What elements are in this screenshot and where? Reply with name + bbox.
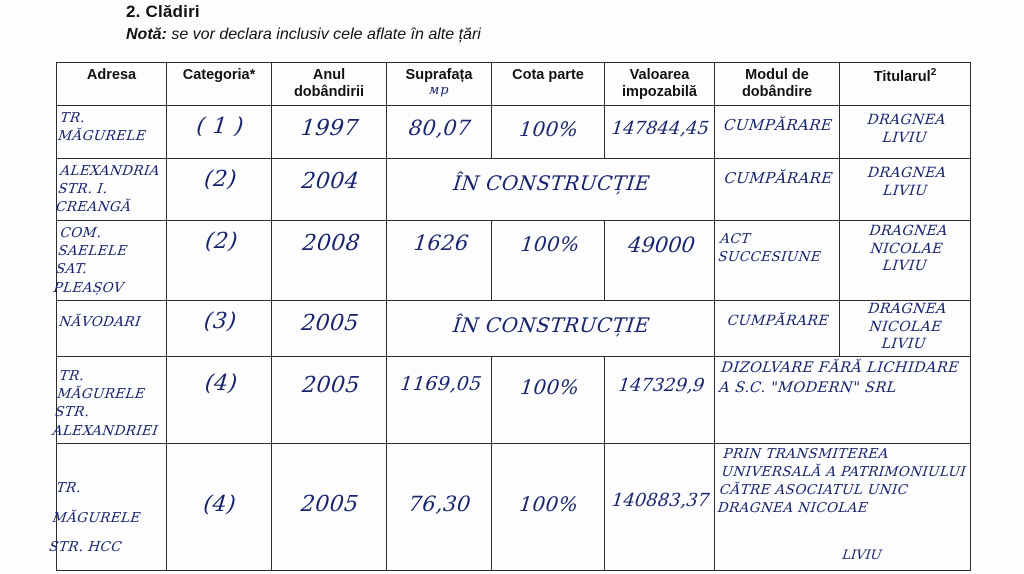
table-row	[57, 300, 971, 357]
cell-address	[52, 221, 167, 301]
owner-line-3: LIVIU	[881, 258, 928, 274]
category-value: (2)	[203, 229, 239, 254]
address-line-2: STR. I. CREANGĂ	[55, 181, 133, 216]
header-line2: dobândire	[741, 83, 813, 100]
cell-taxable-value	[605, 106, 715, 159]
owner-line-2: LIVIU	[882, 182, 929, 199]
address-line-2: SAT. PLEAȘOV	[52, 261, 126, 296]
acquisition-mode-value: ACT SUCCESIUNE	[717, 231, 823, 265]
cell-category	[167, 444, 272, 571]
column-header-cota-parte	[492, 63, 605, 106]
address-line-1: COM. SAELELE	[57, 225, 129, 260]
cell-acquisition-mode	[715, 159, 840, 221]
cell-taxable-value	[605, 221, 715, 301]
surface-value: 76,30	[407, 492, 473, 517]
quota-value: 100%	[519, 375, 581, 400]
buildings-table	[48, 62, 971, 571]
cell-quota	[492, 357, 605, 444]
cell-year	[272, 106, 387, 159]
column-header-adresa	[57, 63, 167, 106]
cell-acquisition-mode	[715, 357, 971, 444]
header-line1: Anul	[312, 67, 346, 83]
surface-value: 1169,05	[399, 373, 484, 396]
cell-address	[57, 300, 167, 357]
cell-taxable-value	[605, 357, 715, 444]
column-header-categoria	[167, 63, 272, 106]
owner-line-2: LIVIU	[881, 129, 928, 146]
column-header-modul-de-dobandire	[715, 63, 840, 106]
category-value: (2)	[203, 167, 239, 193]
taxable-value: 49000	[626, 233, 697, 257]
owner-line-1: DRAGNEA	[866, 112, 947, 129]
cell-year	[272, 221, 387, 301]
header-footnote-marker: 2	[930, 67, 937, 78]
cell-owner	[840, 221, 971, 301]
header-line1: Titularul	[873, 68, 931, 85]
header-handwritten-unit: мp	[428, 82, 450, 98]
cell-surface	[387, 444, 492, 571]
acquisition-mode-value: CUMPĂRARE	[723, 116, 834, 135]
header-line1: Suprafața	[405, 67, 473, 83]
under-construction-text: ÎN CONSTRUCȚIE	[452, 171, 652, 196]
cell-owner	[840, 300, 971, 357]
column-header-anul-dobandirii	[272, 63, 387, 106]
year-value: 2005	[299, 310, 361, 336]
cell-surface	[387, 221, 492, 301]
cell-category	[167, 357, 272, 444]
cell-category	[167, 106, 272, 159]
year-value: 2004	[300, 169, 361, 195]
header-line2: impozabilă	[622, 83, 697, 100]
cell-owner	[840, 106, 971, 159]
section-title: 2. Clădiri	[126, 2, 200, 21]
table-row	[57, 221, 971, 301]
note-label: Notă:	[126, 26, 167, 43]
owner-line-3: LIVIU	[880, 335, 927, 352]
under-construction-text: ÎN CONSTRUCȚIE	[451, 312, 651, 337]
table-row	[57, 159, 971, 221]
year-value: 2008	[301, 231, 362, 256]
address-line-1: TR. MĂGURELE	[57, 110, 148, 145]
quota-value: 100%	[519, 232, 581, 256]
column-header-valoarea-impozabila	[605, 63, 715, 106]
surface-value: 80,07	[407, 116, 473, 141]
cell-year	[272, 357, 387, 444]
acquisition-mode-value: PRIN TRANSMITEREA UNIVERSALĂ A PATRIMONIULUI CĂTRE ASOCIATUL UNIC DRAGNEA NICOLAE	[717, 446, 967, 517]
cell-category	[167, 221, 272, 301]
taxable-value: 147844,45	[610, 118, 711, 140]
cell-acquisition-mode	[715, 106, 840, 159]
taxable-value: 147329,9	[617, 375, 706, 397]
owner-line-2: NICOLAE	[868, 318, 943, 335]
cell-surface	[387, 357, 492, 444]
cell-category	[167, 159, 272, 221]
address-line-2: STR. ALEXANDRIEI	[51, 404, 160, 440]
acquisition-mode-value: CUMPĂRARE	[723, 169, 834, 188]
surface-value: 1626	[412, 231, 471, 255]
header-line1: Categoria*	[182, 67, 256, 83]
cell-year	[272, 300, 387, 357]
year-value: 2005	[299, 492, 360, 518]
quota-value: 100%	[518, 492, 580, 517]
column-header-titularul	[840, 63, 971, 106]
address-line-1: ALEXANDRIA	[59, 163, 161, 180]
cell-acquisition-mode	[715, 300, 840, 357]
year-value: 2005	[300, 373, 362, 399]
header-line1: Modul de	[745, 67, 809, 83]
category-value: (4)	[202, 492, 238, 518]
cell-taxable-value	[605, 444, 715, 571]
header-line2: dobândirii	[293, 83, 365, 100]
overflow-text: LIVIU	[841, 548, 883, 563]
cell-address	[48, 444, 167, 571]
acquisition-mode-value: CUMPĂRARE	[726, 312, 830, 329]
header-line1: Valoarea	[629, 67, 690, 83]
header-line1: Cota parte	[512, 67, 584, 83]
cell-under-construction	[387, 159, 715, 221]
cell-address	[57, 106, 167, 159]
owner-line-1: DRAGNEA	[868, 223, 949, 239]
cell-address	[57, 159, 167, 221]
cell-quota	[492, 444, 605, 571]
table-row	[57, 106, 971, 159]
owner-line-2: NICOLAE	[869, 240, 944, 257]
cell-year	[272, 159, 387, 221]
cell-surface	[387, 106, 492, 159]
header-line1: Adresa	[86, 67, 137, 83]
category-value: ( 1 )	[195, 114, 245, 140]
cell-quota	[492, 221, 605, 301]
owner-line-1: DRAGNEA	[867, 300, 948, 317]
quota-value: 100%	[518, 117, 580, 142]
year-value: 1997	[299, 116, 360, 142]
cell-category	[167, 300, 272, 357]
owner-line-1: DRAGNEA	[867, 165, 948, 182]
category-value: (3)	[202, 308, 238, 334]
section-note	[126, 26, 481, 44]
taxable-value: 140883,37	[610, 490, 711, 512]
cell-quota	[492, 106, 605, 159]
cell-acquisition-mode	[715, 221, 840, 301]
table-row	[57, 357, 971, 444]
address-line-1: NĂVODARI	[58, 313, 142, 330]
address-line-2: STR. HCC	[48, 539, 123, 556]
cell-owner	[840, 159, 971, 221]
address-line-1: TR. MĂGURELE	[56, 368, 147, 403]
table-header-row	[57, 63, 971, 106]
acquisition-mode-value: DIZOLVARE FĂRĂ LICHIDARE A S.C. "MODERN" SRL	[718, 360, 961, 396]
note-text: se vor declara inclusiv cele aflate în alte țări	[166, 26, 481, 43]
address-line-1: TR. MĂGURELE	[51, 480, 142, 526]
category-value: (4)	[203, 371, 239, 397]
cell-address	[51, 357, 167, 444]
cell-year	[272, 444, 387, 571]
column-header-suprafata	[387, 63, 492, 106]
cell-under-construction	[387, 300, 715, 357]
